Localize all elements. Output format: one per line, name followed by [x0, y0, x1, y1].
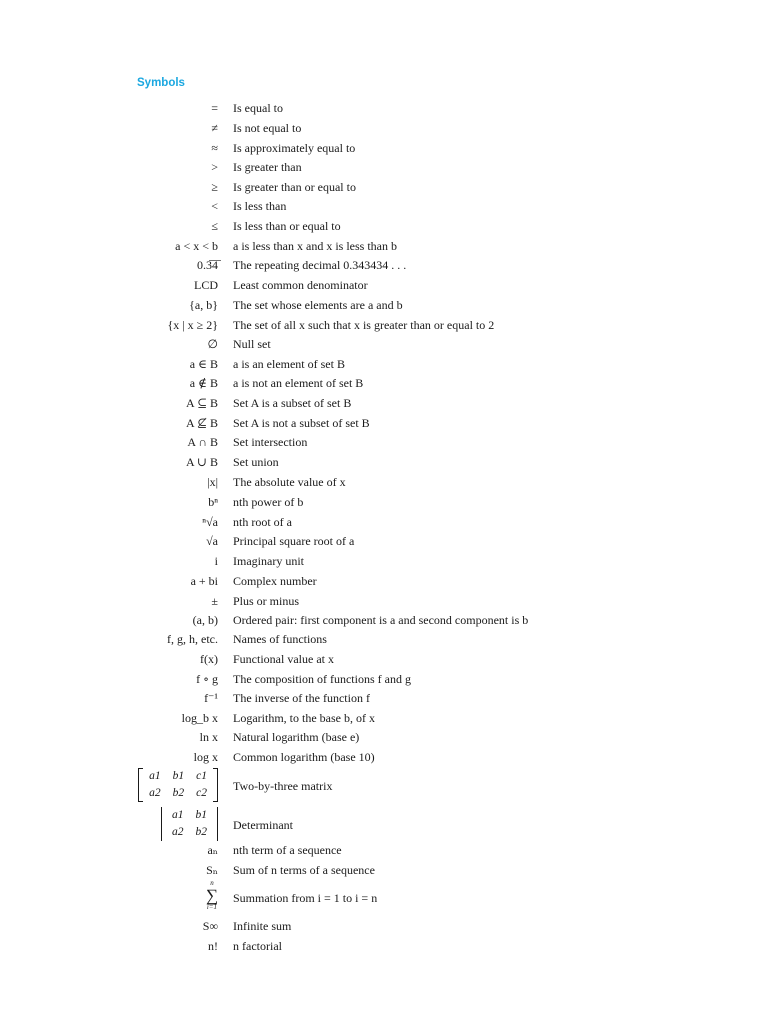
description: a is less than x and x is less than b [233, 239, 397, 253]
symbol: a < x < b [175, 239, 218, 253]
symbol: LCD [194, 278, 218, 292]
symbol-row [0, 318, 768, 338]
symbol: ⁿ√a [202, 515, 218, 529]
matrix-cell: b1 [172, 770, 185, 782]
matrix-symbol [138, 768, 218, 802]
symbol-row [0, 180, 768, 200]
description: a is an element of set B [233, 357, 345, 371]
symbol: i [214, 554, 218, 568]
description: Is less than [233, 199, 287, 213]
symbol: n! [208, 939, 218, 953]
symbol: ≥ [211, 180, 218, 194]
description: The repeating decimal 0.343434 . . . [233, 258, 407, 272]
symbol-row [0, 652, 768, 672]
symbol-row [0, 632, 768, 652]
symbol-row [0, 594, 768, 614]
symbol-row [0, 691, 768, 711]
description: Principal square root of a [233, 534, 355, 548]
description: Set intersection [233, 435, 308, 449]
symbol-row [0, 357, 768, 377]
summation-lower-limit: i=1 [206, 903, 218, 911]
symbol-row [0, 396, 768, 416]
symbol-row [0, 843, 768, 863]
symbol-row [0, 239, 768, 259]
symbol: a ∈ B [189, 357, 218, 371]
description: Common logarithm (base 10) [233, 750, 375, 764]
symbol: a ∉ B [189, 376, 218, 390]
description: Is equal to [233, 101, 283, 115]
determinant [161, 807, 218, 841]
sigma-glyph: ∑ [205, 886, 218, 905]
determinant-cell: b1 [195, 809, 207, 821]
description: Is approximately equal to [233, 141, 356, 155]
description: The set whose elements are a and b [233, 298, 403, 312]
symbol: S∞ [202, 919, 218, 933]
symbol-row [0, 121, 768, 141]
description: The composition of functions f and g [233, 672, 411, 686]
description: Ordered pair: first component is a and second component is b [233, 613, 529, 627]
symbol: bⁿ [208, 495, 218, 509]
description: Imaginary unit [233, 554, 304, 568]
symbol: Sₙ [206, 863, 218, 877]
description: Complex number [233, 574, 317, 588]
two-by-three-matrix [138, 768, 218, 802]
symbol: A ⊆ B [185, 396, 218, 410]
symbol: = [211, 101, 218, 115]
description: Set A is not a subset of set B [233, 416, 370, 430]
description: n factorial [233, 939, 282, 953]
symbol: f⁻¹ [204, 691, 218, 705]
summation-symbol [206, 880, 218, 911]
symbol: f(x) [200, 652, 218, 666]
description: Functional value at x [233, 652, 334, 666]
symbol: A ∩ B [187, 435, 218, 449]
symbol: √a [206, 534, 218, 548]
symbol-row [0, 278, 768, 298]
symbol: ≈ [211, 141, 218, 155]
determinant-symbol [161, 807, 218, 841]
symbol-row [0, 939, 768, 959]
description: Natural logarithm (base e) [233, 730, 360, 744]
symbol: log x [193, 750, 218, 764]
description: Plus or minus [233, 594, 300, 608]
symbol-row [0, 376, 768, 396]
description: The set of all x such that x is greater than or equal to 2 [233, 318, 495, 332]
description: nth power of b [233, 495, 304, 509]
symbol: A ⊈ B [185, 416, 218, 430]
symbol-row [0, 141, 768, 161]
symbol: ≠ [211, 121, 218, 135]
symbol: f ∘ g [196, 672, 218, 686]
symbol-row [0, 515, 768, 535]
symbol-row [0, 534, 768, 554]
description: Is not equal to [233, 121, 302, 135]
matrix-row [0, 768, 768, 808]
symbol: {x | x ≥ 2} [167, 318, 218, 332]
summation-row [0, 880, 768, 920]
description: Is greater than [233, 160, 302, 174]
symbol: ± [211, 594, 218, 608]
symbol-row [0, 219, 768, 239]
description: Null set [233, 337, 271, 351]
description: Is less than or equal to [233, 219, 341, 233]
matrix-cell: a2 [149, 787, 161, 799]
symbol-row [0, 919, 768, 939]
description: Is greater than or equal to [233, 180, 356, 194]
symbol-row [0, 416, 768, 436]
symbol-row [0, 730, 768, 750]
symbol: f, g, h, etc. [167, 632, 218, 646]
symbol: (a, b) [192, 613, 218, 627]
matrix-cell: c2 [196, 787, 207, 799]
description: The inverse of the function f [233, 691, 370, 705]
symbol: < [211, 199, 218, 213]
description: Two-by-three matrix [233, 779, 333, 793]
symbol: a + bi [190, 574, 218, 588]
matrix-cell: b2 [172, 787, 185, 799]
symbol-row [0, 258, 768, 278]
determinant-cell: a1 [172, 809, 184, 821]
symbol: aₙ [207, 843, 218, 857]
symbol-row [0, 160, 768, 180]
description: Sum of n terms of a sequence [233, 863, 375, 877]
symbol: ln x [199, 730, 218, 744]
symbol-row [0, 750, 768, 770]
symbol: log_b x [181, 711, 218, 725]
symbol: ∅ [207, 337, 218, 351]
symbol-row [0, 554, 768, 574]
determinant-cell: a2 [172, 826, 184, 838]
description: a is not an element of set B [233, 376, 364, 390]
symbol: {a, b} [189, 298, 218, 312]
section-heading: Symbols [137, 77, 185, 89]
description: nth term of a sequence [233, 843, 342, 857]
symbol: 0.3̅4̅ [197, 258, 218, 272]
symbol-row [0, 672, 768, 692]
description: Set union [233, 455, 279, 469]
symbol-row [0, 455, 768, 475]
symbol-row [0, 495, 768, 515]
determinant-row [0, 807, 768, 847]
symbol-row [0, 298, 768, 318]
description: Summation from i = 1 to i = n [233, 891, 378, 905]
symbol-row [0, 199, 768, 219]
determinant-cell: b2 [195, 826, 207, 838]
symbol-row [0, 101, 768, 121]
symbol: ≤ [211, 219, 218, 233]
sigma-notation [206, 880, 218, 911]
matrix-cell: c1 [196, 770, 207, 782]
description: Determinant [233, 818, 293, 832]
symbol: |x| [207, 475, 218, 489]
description: Set A is a subset of set B [233, 396, 352, 410]
symbol-row [0, 613, 768, 633]
symbol-row [0, 574, 768, 594]
symbol: > [211, 160, 218, 174]
matrix-cell: a1 [149, 770, 161, 782]
description: Least common denominator [233, 278, 368, 292]
description: nth root of a [233, 515, 292, 529]
description: Logarithm, to the base b, of x [233, 711, 375, 725]
description: Infinite sum [233, 919, 292, 933]
symbol-row [0, 337, 768, 357]
symbol: A ∪ B [185, 455, 218, 469]
description: Names of functions [233, 632, 327, 646]
summation-upper-limit: n [210, 879, 214, 887]
symbol-row [0, 435, 768, 455]
symbol-row [0, 711, 768, 731]
symbol-row [0, 475, 768, 495]
description: The absolute value of x [233, 475, 346, 489]
